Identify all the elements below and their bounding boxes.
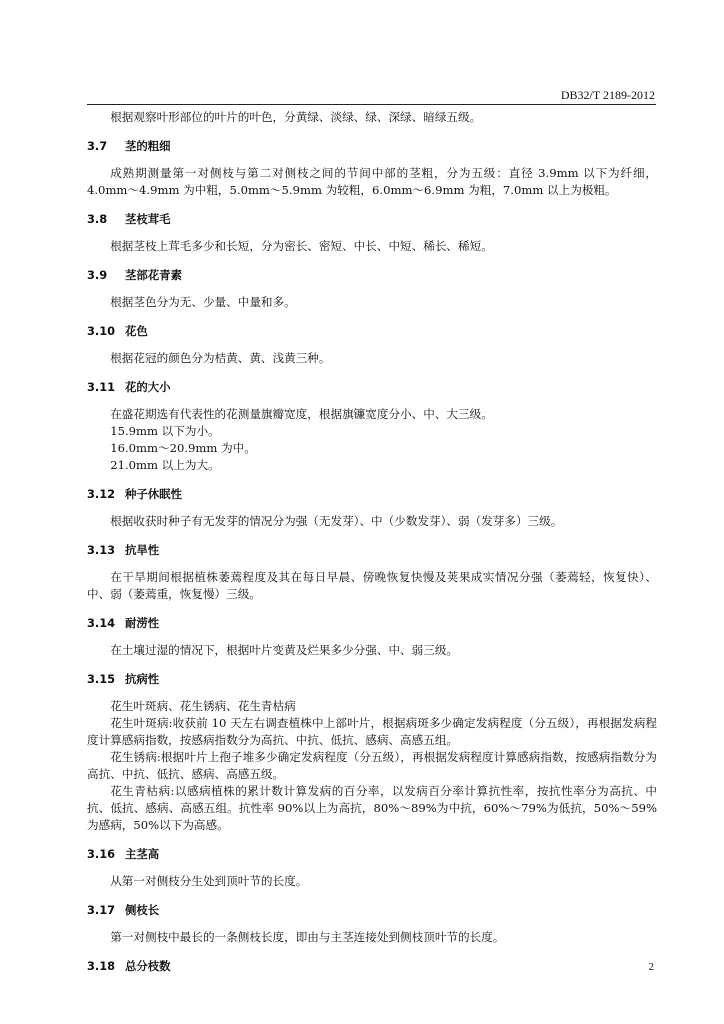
section-paragraph: 在盛花期选有代表性的花测量旗瓣宽度，根据旗镰宽度分小、中、大三级。	[110, 407, 493, 421]
section-heading	[87, 323, 657, 340]
section-number: 3.13	[87, 543, 116, 557]
section-heading	[87, 671, 657, 688]
section-number: 3.14	[87, 616, 116, 630]
section-number: 3.12	[87, 487, 116, 501]
section-paragraph: 根据花冠的颜色分为桔黄、黄、浅黄三种。	[110, 351, 331, 365]
section-number: 3.17	[87, 903, 116, 917]
section-title: 花的大小	[125, 380, 171, 394]
header-rule	[87, 104, 656, 105]
section-paragraph: 在干旱期间根据植株萎蔫程度及其在每日早晨、傍晚恢复快慢及荚果成实情况分强（萎蔫轻，恢复快）、中、弱（萎蔫重，恢复慢）三级。	[87, 570, 657, 601]
section-paragraph: 第一对侧枝中最长的一条侧枝长度，即由与主茎连接处到侧枝顶叶节的长度。	[110, 930, 505, 944]
section-heading	[87, 958, 657, 975]
section-heading	[87, 615, 657, 632]
intro-paragraph: 根据观察叶形部位的叶片的叶色，分黄绿、淡绿、绿、深绿、暗绿五级。	[110, 110, 482, 124]
section-title: 花色	[125, 324, 148, 338]
section-heading	[87, 267, 657, 284]
section-heading	[87, 542, 657, 559]
section-number: 3.15	[87, 672, 116, 686]
section-number: 3.18	[87, 959, 116, 973]
section-heading	[87, 486, 657, 503]
section-title: 抗旱性	[125, 543, 160, 557]
section-heading	[87, 211, 657, 228]
section-title: 种子休眠性	[125, 487, 182, 501]
section-title: 总分枝数	[125, 959, 171, 973]
section-number: 3.16	[87, 847, 116, 861]
section-paragraph: 成熟期测量第一对侧枝与第二对侧枝之间的节间中部的茎粗，分为五级：直径 3.9mm 以下为纤细，4.0mm～4.9mm 为中粗，5.0mm～5.9mm 为较粗，6.0mm～6.9mm 为粗，7.0mm 以上为极粗。	[87, 166, 657, 197]
section-heading	[87, 846, 657, 863]
section-paragraph: 15.9mm 以下为小。	[110, 424, 220, 438]
section-paragraph: 花生叶斑病:收获前 10 天左右调查植株中上部叶片，根据病斑多少确定发病程度（分五级），再根据发病程度计算感病指数，按感病指数分为高抗、中抗、低抗、感病、高感五组。	[87, 716, 657, 747]
section-number: 3.7	[87, 139, 108, 153]
section-paragraph: 花生叶斑病、花生锈病、花生青枯病	[110, 699, 296, 713]
section-title: 抗病性	[125, 672, 160, 686]
section-paragraph: 21.0mm 以上为大。	[110, 458, 220, 472]
section-paragraph: 根据收获时种子有无发芽的情况分为强（无发芽）、中（少数发芽）、弱（发芽多）三级。	[110, 514, 563, 528]
section-title: 侧枝长	[125, 903, 160, 917]
section-title: 主茎高	[125, 847, 160, 861]
standard-code: DB32/T 2189-2012	[560, 88, 655, 102]
section-paragraph: 从第一对侧枝分生处到顶叶节的长度。	[110, 874, 308, 888]
section-title: 茎部花青素	[125, 268, 182, 282]
section-paragraph: 根据茎枝上茸毛多少和长短，分为密长、密短、中长、中短、稀长、稀短。	[110, 239, 493, 253]
section-paragraph: 花生锈病:根据叶片上孢子堆多少确定发病程度（分五级），再根据发病程度计算感病指数，按感病指数分为高抗、中抗、低抗、感病、高感五级。	[87, 750, 657, 781]
section-paragraph: 16.0mm～20.9mm 为中。	[110, 441, 256, 455]
section-number: 3.8	[87, 212, 108, 226]
section-number: 3.9	[87, 268, 108, 282]
section-paragraph: 花生青枯病:以感病植株的累计数计算发病的百分率，以发病百分率计算抗性率，按抗性率分为高抗、中抗、低抗、感病、高感五组。抗性率 90%以上为高抗，80%～89%为中抗，60%～79%为低抗，50%～59%为感病，50%以下为高感。	[87, 784, 657, 832]
section-paragraph: 根据茎色分为无、少量、中量和多。	[110, 295, 296, 309]
section-heading	[87, 902, 657, 919]
section-title: 茎枝茸毛	[125, 212, 171, 226]
section-paragraph: 在土壤过湿的情况下，根据叶片变黄及烂果多少分强、中、弱三级。	[110, 643, 459, 657]
section-title: 茎的粗细	[125, 139, 171, 153]
section-number: 3.11	[87, 380, 116, 394]
section-heading	[87, 379, 657, 396]
section-title: 耐涝性	[125, 616, 160, 630]
page-number: 2	[648, 961, 654, 973]
section-heading	[87, 138, 657, 155]
document-body	[87, 109, 657, 985]
section-number: 3.10	[87, 324, 116, 338]
sections-container	[87, 138, 657, 975]
